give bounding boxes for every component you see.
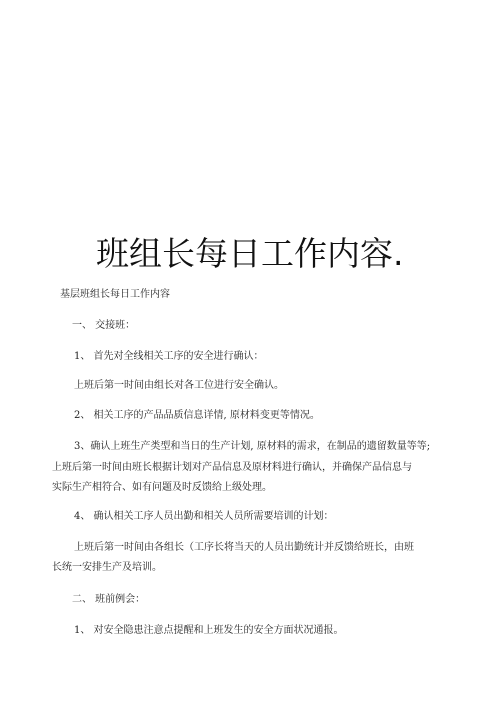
- paragraph-item-1: 1、 首先对全线相关工序的安全进行确认：: [74, 351, 264, 362]
- paragraph-item-1-detail: 上班后第一时间由组长对各工位进行安全确认。: [74, 380, 284, 391]
- document-title: 班组长每日工作内容.: [96, 234, 404, 273]
- document-subtitle: 基层班组长每日工作内容: [60, 289, 170, 300]
- section-heading-pre-shift-meeting: 二、 班前例会：: [72, 594, 146, 605]
- paragraph-item-3-line-3: 实际生产相符合、如有问题及时反馈给上级处理。: [52, 482, 272, 493]
- paragraph-item-2: 2、 相关工序的产品品质信息详情, 原材料变更等情况。: [74, 410, 320, 421]
- paragraph-item-4: 4、 确认相关工序人员出勤和相关人员所需要培训的计划：: [74, 511, 334, 522]
- paragraph-item-3-line-2: 上班后第一时间由班长根据计划对产品信息及原材料进行确认，并确保产品信息与: [52, 462, 412, 473]
- section-heading-handover: 一、 交接班：: [72, 320, 136, 331]
- paragraph-item-4-line-1: 上班后第一时间由各组长（工序长将当天的人员出勤统计并反馈给班长，由班: [74, 542, 414, 553]
- paragraph-item-4-line-2: 长统一安排生产及培训。: [52, 562, 162, 573]
- paragraph-item-5: 1、 对安全隐患注意点提醒和上班发生的安全方面状况通报。: [74, 625, 344, 636]
- paragraph-item-3-line-1: 3、确认上班生产类型和当日的生产计划, 原材料的需求，在制品的遗留数量等等;: [74, 441, 431, 452]
